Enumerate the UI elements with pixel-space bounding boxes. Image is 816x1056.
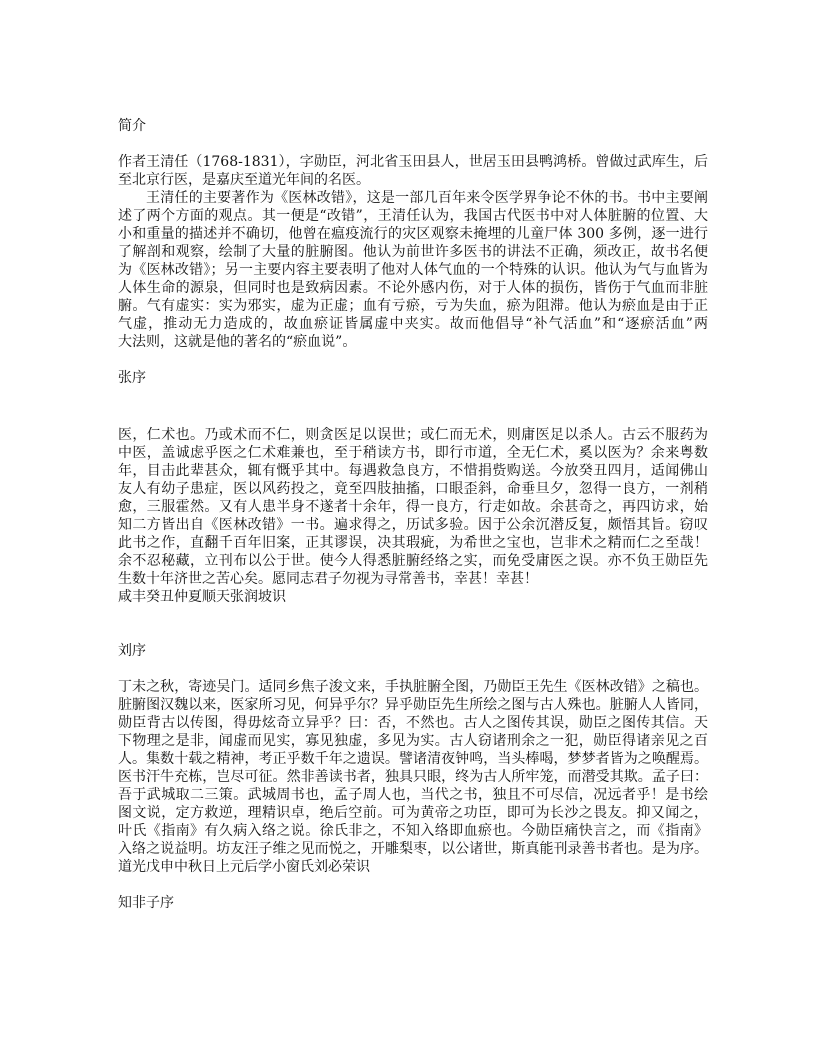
text-line: 友人有幼子患症，医以风药投之，竟至四肢抽搐，口眼歪斜，命垂旦夕，忽得一良方，一剂稍 [118,481,708,497]
text-line: 年，目击此辈甚众，辄有慨乎其中。每遇救急良方，不惜捐赀购送。今放癸丑四月，适闻佛山 [118,463,708,479]
text-line: 人。集数十载之精神，考正乎数千年之遗误。譬诸清夜钟鸣，当头棒喝，梦梦者皆为之唤醒焉。 [118,751,708,767]
text-line: 小和重量的描述并不确切，他曾在瘟疫流行的灾区观察未掩埋的儿童尸体 300 多例，逐一进行 [118,226,708,242]
text-line: 作者王清任（1768-1831），字勋臣，河北省玉田县人，世居玉田县鸭鸿桥。曾做过武库生，后 [118,154,708,170]
text-line: 至北京行医，是嘉庆至道光年间的名医。 [118,172,370,188]
section-heading: 简介 [118,118,146,134]
text-line: 此书之作，直翻千百年旧案，正其谬误，决其瑕疵，为希世之宝也，岂非术之精而仁之至哉！ [118,535,708,551]
text-line: 大法则，这就是他的著名的“瘀血说”。 [118,334,357,350]
text-line: 叶氏《指南》有久病入络之说。徐氏非之，不知入络即血瘀也。今勋臣痛快言之，而《指南》 [118,823,708,839]
text-line: 入络之说益明。坊友汪子维之见而悦之，开雕梨枣，以公诸世，斯真能刊录善书者也。是为序。 [118,841,708,857]
text-line: 知二方皆出自《医林改错》一书。遍求得之，历试多验。因于公余沉潜反复，颇悟其旨。窃叹 [118,517,708,533]
text-line: 愈，三服霍然。又有人患半身不遂者十余年，得一良方，行走如故。余甚奇之，再四访求，始 [118,499,708,515]
text-line: 丁未之秋，寄迹吴门。适同乡焦子浚文来，手执脏腑全图，乃勋臣王先生《医林改错》之稿也。 [118,679,708,695]
section-heading: 知非子序 [118,895,174,911]
text-line: 气虚，推动无力造成的，故血瘀证皆属虚中夹实。故而他倡导“补气活血”和“逐瘀活血”两 [118,316,708,332]
text-line: 人体生命的源泉，但同时也是致病因素。不论外感内伤，对于人体的损伤，皆伤于气血而非脏 [118,280,708,296]
text-line: 生数十年济世之苦心矣。愿同志君子勿视为寻常善书，幸甚！幸甚！ [118,571,538,587]
text-line: 腑。气有虚实：实为邪实，虚为正虚；血有亏瘀，亏为失血，瘀为阻滞。他认为瘀血是由于正 [118,298,708,314]
text-line: 勋臣背古以传图，得毋炫奇立异乎？曰：否，不然也。古人之图传其误，勋臣之图传其信。天 [118,715,708,731]
text-line: 脏腑图汉魏以来，医家所习见，何异乎尔？异乎勋臣先生所绘之图与古人殊也。脏腑人人皆同， [118,697,708,713]
text-line: 医书汗牛充栋，岂尽可征。然非善读书者，独具只眼，终为古人所牢笼，而潜受其欺。孟子曰： [118,769,708,785]
section-heading: 张序 [118,370,146,386]
text-line: 下物理之是非，闻虚而见实，寡见独虚，多见为实。古人窃诸刑余之一犯，勋臣得诸亲见之百 [118,733,708,749]
text-line: 道光戊申中秋日上元后学小窗氏刘必荣识 [118,859,370,875]
text-line: 医，仁术也。乃或术而不仁，则贪医足以误世；或仁而无术，则庸医足以杀人。古云不服药为 [118,427,708,443]
text-line: 述了两个方面的观点。其一便是“改错”，王清任认为，我国古代医书中对人体脏腑的位置、大 [118,208,708,224]
text-line: 中医，盖诚虑乎医之仁术难兼也，至于稍读方书，即行市道，全无仁术，奚以医为？余来粤数 [118,445,708,461]
text-line: 吾于武城取二三策。武城周书也，孟子周人也，当代之书，独且不可尽信，况远者乎！是书绘 [118,787,708,803]
text-line: 了解剖和观察，绘制了大量的脏腑图。他认为前世许多医书的讲法不正确，须改正，故书名便 [118,244,708,260]
text-line: 咸丰癸丑仲夏顺天张润坡识 [118,589,286,605]
text-line: 王清任的主要著作为《医林改错》，这是一部几百年来令医学界争论不休的书。书中主要阐 [146,190,708,206]
section-heading: 刘序 [118,643,146,659]
text-line: 图文说，定方救逆，理精识卓，绝后空前。可为黄帝之功臣，即可为长沙之畏友。抑又闻之， [118,805,708,821]
text-line: 为《医林改错》；另一主要内容主要表明了他对人体气血的一个特殊的认识。他认为气与血皆为 [118,262,708,278]
text-line: 余不忍秘藏，立刊布以公于世。使今人得悉脏腑经络之实，而免受庸医之误。亦不负王勋臣先 [118,553,708,569]
